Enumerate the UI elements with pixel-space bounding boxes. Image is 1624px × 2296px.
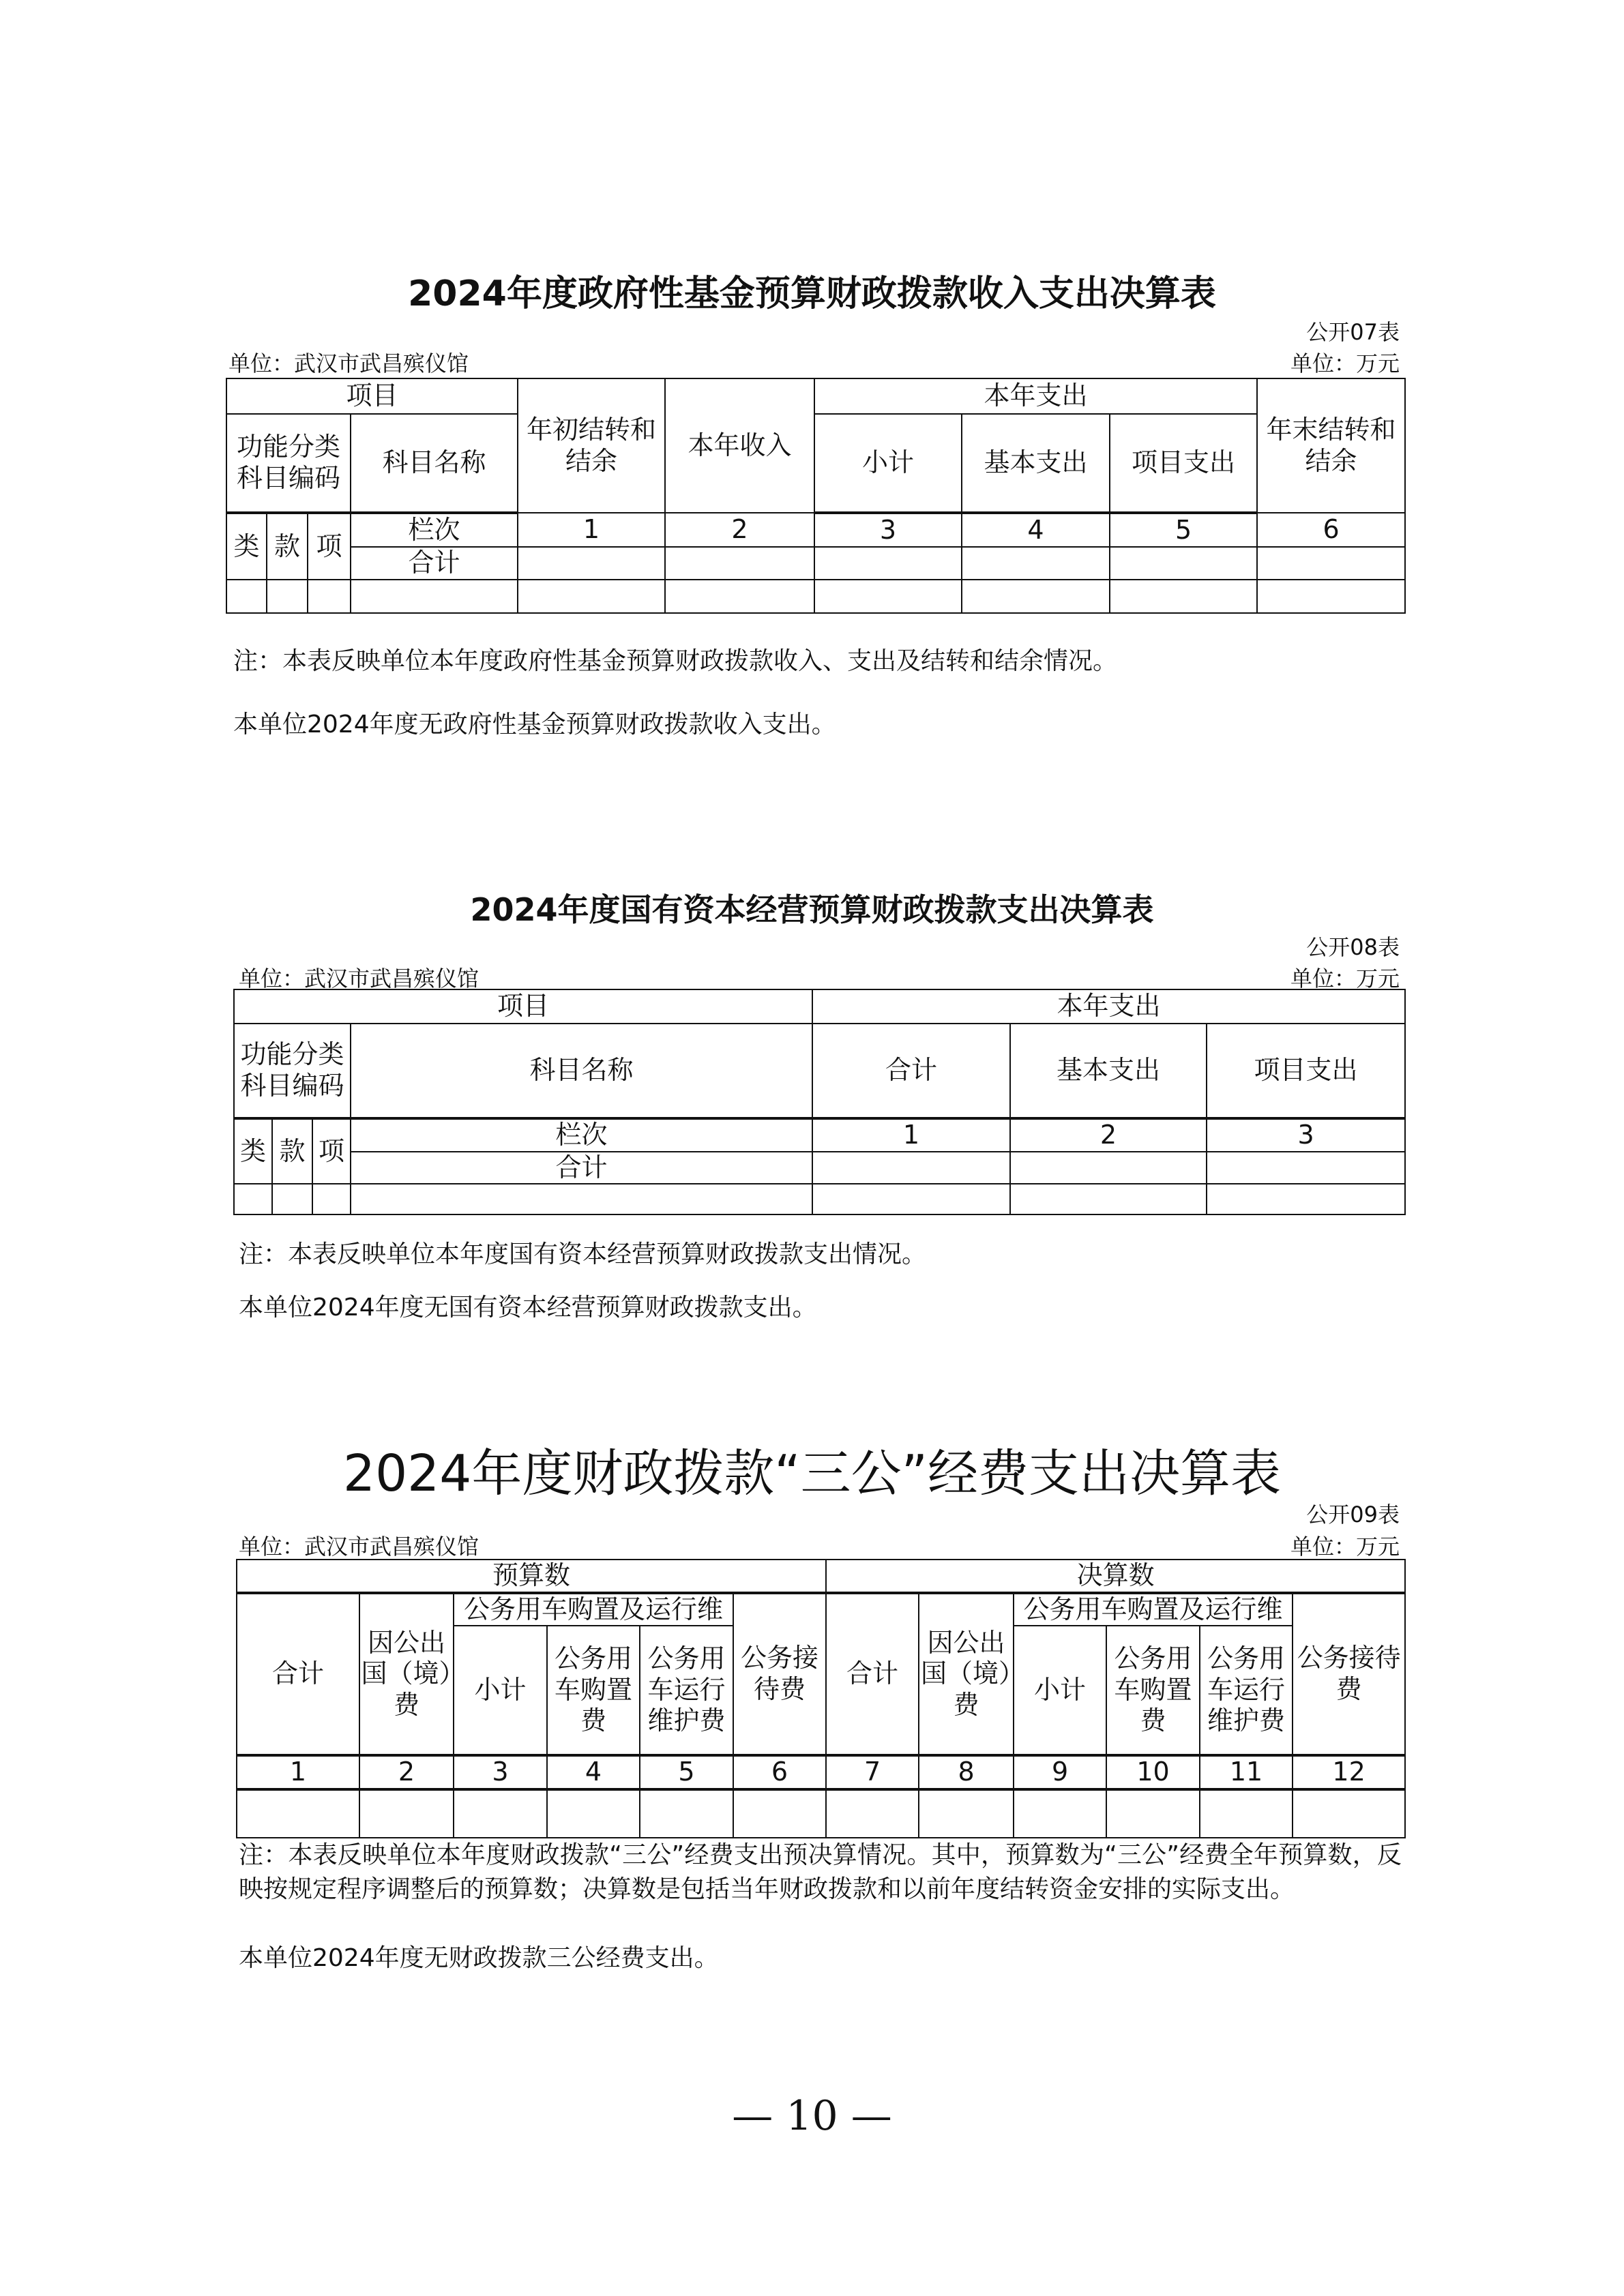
header-subject-name: 科目名称	[351, 1024, 812, 1118]
budget-operation: 公务用车运行维护费	[640, 1626, 733, 1755]
table09	[236, 1559, 1406, 1838]
table08	[233, 989, 1406, 1215]
header-income: 本年收入	[665, 378, 814, 513]
final-reception: 公务接待费	[1293, 1593, 1405, 1756]
column-number: 6	[1257, 513, 1405, 547]
table08-statement: 本单位2024年度无国有资本经营预算财政拨款支出。	[239, 1294, 817, 1322]
header-basic: 基本支出	[962, 414, 1110, 513]
total-label: 合计	[351, 1152, 812, 1184]
table08-code: 公开08表	[1306, 934, 1400, 960]
table07-title: 2024年度政府性基金预算财政拨款收入支出决算表	[408, 273, 1216, 314]
table07	[226, 378, 1406, 614]
budget-reception: 公务接待费	[733, 1593, 826, 1756]
table09-title: 2024年度财政拨款“三公”经费支出决算表	[343, 1444, 1281, 1503]
header-item: 项目	[226, 378, 518, 414]
table07-statement: 本单位2024年度无政府性基金预算财政拨款收入支出。	[233, 711, 836, 739]
column-number: 4	[547, 1755, 640, 1789]
column-number: 12	[1293, 1755, 1405, 1789]
header-total: 合计	[812, 1024, 1010, 1118]
header-end-balance: 年末结转和结余	[1257, 378, 1405, 513]
table08-unit-org: 单位：武汉市武昌殡仪馆	[239, 966, 479, 992]
header-xiang: 项	[312, 1118, 351, 1184]
header-kuan: 款	[272, 1118, 312, 1184]
column-number: 3	[454, 1755, 547, 1789]
budget-purchase: 公务用车购置费	[547, 1626, 640, 1755]
header-subject-name: 科目名称	[351, 414, 518, 513]
column-number: 3	[814, 513, 962, 547]
header-item: 项目	[234, 989, 812, 1024]
header-begin-balance: 年初结转和结余	[518, 378, 665, 513]
table08-unit-money: 单位：万元	[1290, 966, 1400, 992]
header-subtotal: 小计	[814, 414, 962, 513]
table09-note: 注：本表反映单位本年度财政拨款“三公”经费支出预决算情况。其中，预算数为“三公”经费全年预算数，反映按规定程序调整后的预算数；决算数是包括当年财政拨款和以前年度结转资金安排的实际支出。	[239, 1841, 1402, 1903]
column-number: 1	[812, 1118, 1010, 1152]
column-number: 8	[919, 1755, 1014, 1789]
final-subtotal: 小计	[1014, 1626, 1106, 1755]
header-project: 项目支出	[1110, 414, 1257, 513]
column-number: 10	[1106, 1755, 1200, 1789]
header-func-code: 功能分类科目编码	[226, 414, 351, 513]
budget-abroad: 因公出国（境）费	[359, 1593, 454, 1756]
budget-subtotal: 小计	[454, 1626, 547, 1755]
table09-unit-money: 单位：万元	[1290, 1534, 1400, 1560]
column-no-label: 栏次	[351, 513, 518, 547]
final-total: 合计	[826, 1593, 919, 1756]
header-expense: 本年支出	[812, 989, 1405, 1024]
header-lei: 类	[234, 1118, 272, 1184]
column-number: 7	[826, 1755, 919, 1789]
total-label: 合计	[351, 547, 518, 580]
table09-code: 公开09表	[1306, 1502, 1400, 1527]
header-final: 决算数	[826, 1560, 1405, 1593]
column-number: 6	[733, 1755, 826, 1789]
final-purchase: 公务用车购置费	[1106, 1626, 1200, 1755]
page-number: — 10 —	[732, 2092, 892, 2140]
column-number: 1	[237, 1755, 359, 1789]
header-kuan: 款	[267, 513, 308, 580]
column-number: 2	[1010, 1118, 1207, 1152]
column-number: 1	[518, 513, 665, 547]
column-number: 3	[1207, 1118, 1405, 1152]
table08-note: 注：本表反映单位本年度国有资本经营预算财政拨款支出情况。	[239, 1240, 927, 1268]
table-row	[234, 1184, 1405, 1214]
column-number: 2	[665, 513, 814, 547]
column-number: 11	[1200, 1755, 1293, 1789]
budget-vehicle: 公务用车购置及运行维	[454, 1593, 733, 1626]
table09-unit-org: 单位：武汉市武昌殡仪馆	[239, 1534, 479, 1560]
header-xiang: 项	[308, 513, 351, 580]
budget-total: 合计	[237, 1593, 359, 1756]
header-lei: 类	[226, 513, 267, 580]
column-number: 2	[359, 1755, 454, 1789]
final-vehicle: 公务用车购置及运行维	[1014, 1593, 1293, 1626]
table08-title: 2024年度国有资本经营预算财政拨款支出决算表	[470, 891, 1154, 928]
column-number: 9	[1014, 1755, 1106, 1789]
final-operation: 公务用车运行维护费	[1200, 1626, 1293, 1755]
table07-unit-org: 单位：武汉市武昌殡仪馆	[228, 351, 469, 376]
header-func-code: 功能分类科目编码	[234, 1024, 351, 1118]
table07-unit-money: 单位：万元	[1290, 351, 1400, 376]
header-basic: 基本支出	[1010, 1024, 1207, 1118]
table07-note: 注：本表反映单位本年度政府性基金预算财政拨款收入、支出及结转和结余情况。	[233, 647, 1118, 675]
table-row	[237, 1789, 1405, 1838]
column-number: 4	[962, 513, 1110, 547]
final-abroad: 因公出国（境）费	[919, 1593, 1014, 1756]
column-number: 5	[640, 1755, 733, 1789]
column-number: 5	[1110, 513, 1257, 547]
table09-statement: 本单位2024年度无财政拨款三公经费支出。	[239, 1944, 719, 1972]
header-expense: 本年支出	[814, 378, 1257, 414]
table07-code: 公开07表	[1306, 319, 1400, 345]
table-row	[226, 580, 1405, 613]
column-no-label: 栏次	[351, 1118, 812, 1152]
header-budget: 预算数	[237, 1560, 826, 1593]
header-project: 项目支出	[1207, 1024, 1405, 1118]
